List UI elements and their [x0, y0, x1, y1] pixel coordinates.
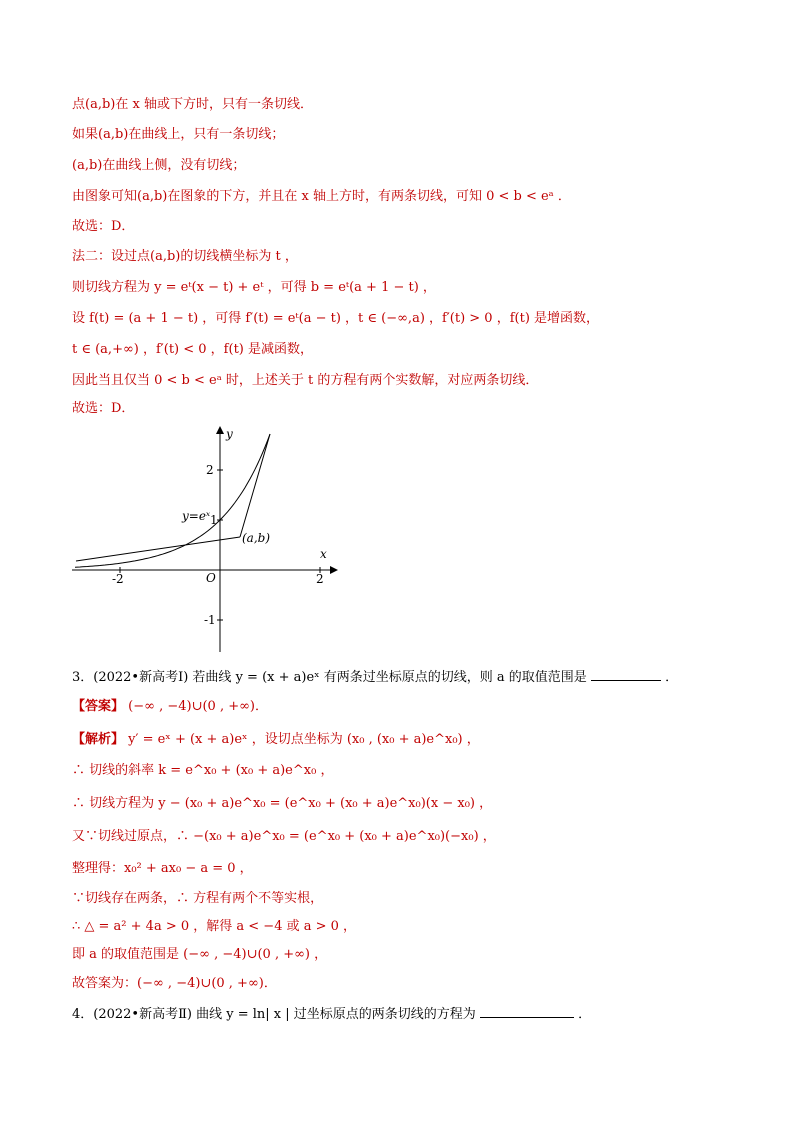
text-line: 法二：设过点(a,b)的切线横坐标为 t ， [72, 249, 298, 264]
y-tick-label: 2 [206, 463, 214, 477]
text-line: (a,b)在曲线上侧，没有切线； [72, 158, 246, 173]
text-line: 因此当且仅当 0 < b < eᵃ 时，上述关于 t 的方程有两个实数解，对应两条切线． [72, 373, 539, 388]
x-tick-label: -2 [112, 572, 124, 586]
text-line: 则切线方程为 y = eᵗ(x − t) + eᵗ ，可得 b = eᵗ(a + 1 − t) ， [72, 280, 436, 295]
point-label: (a,b) [242, 531, 271, 545]
text-line: 故答案为：(−∞ , −4)∪(0 , +∞)． [72, 976, 277, 991]
y-axis-label: y [226, 427, 233, 441]
y-tick-label: -1 [204, 613, 216, 627]
question-3-stem: 3．(2022•新高考Ⅰ) 若曲线 y = (x + a)eˣ 有两条过坐标原点的切线，则 a 的取值范围是 ． [72, 670, 679, 685]
text-line: t ∈ (a,+∞) ，f′(t) < 0 ，f(t) 是减函数， [72, 342, 313, 357]
tangent-line-1 [76, 537, 240, 561]
text-line: 如果(a,b)在曲线上，只有一条切线； [72, 127, 285, 142]
y-axis-arrow-icon [216, 426, 224, 434]
text-line: ∵切线存在两条，∴ 方程有两个不等实根， [72, 891, 324, 906]
x-tick-label: 2 [316, 572, 324, 586]
exponential-graph [72, 420, 342, 660]
text-line: 又∵切线过原点，∴ −(x₀ + a)e^x₀ = (e^x₀ + (x₀ + a)e^x₀)(−x₀) ， [72, 829, 496, 844]
text-line: 点(a,b)在 x 轴或下方时，只有一条切线． [72, 97, 313, 112]
text-line: ∴ 切线方程为 y − (x₀ + a)e^x₀ = (e^x₀ + (x₀ + a)e^x₀)(x − x₀) ， [72, 796, 493, 811]
origin-label: O [206, 571, 216, 585]
text-line: 故选：D． [72, 219, 135, 234]
text-line: 设 f(t) = (a + 1 − t) ，可得 f′(t) = eᵗ(a − t) ，t ∈ (−∞,a) ，f′(t) > 0 ，f(t) 是增函数， [72, 311, 600, 326]
text-line: 故选：D． [72, 401, 135, 416]
x-axis-label: x [320, 547, 327, 561]
question-4-stem: 4．(2022•新高考Ⅱ) 曲线 y = ln| x | 过坐标原点的两条切线的方程为 ． [72, 1007, 592, 1022]
tangent-line-2 [240, 434, 270, 537]
answer-blank [480, 1005, 574, 1018]
text-line: 由图象可知(a,b)在图象的下方，并且在 x 轴上方时，有两条切线，可知 0 < b < eᵃ ． [72, 189, 571, 204]
x-axis-arrow-icon [330, 566, 338, 574]
text-line: ∴ 切线的斜率 k = e^x₀ + (x₀ + a)e^x₀ ， [72, 763, 334, 778]
text-line: 整理得：x₀² + ax₀ − a = 0 ， [72, 861, 253, 876]
answer-blank [591, 668, 661, 681]
curve-label: y=eˣ [182, 509, 211, 523]
answer-line: 【答案】 (−∞ , −4)∪(0 , +∞)． [72, 699, 269, 714]
analysis-line: 【解析】 y′ = eˣ + (x + a)eˣ ，设切点坐标为 (x₀ , (x₀ + a)e^x₀) ， [72, 732, 480, 747]
y-tick-label: 1 [210, 513, 218, 527]
text-line: 即 a 的取值范围是 (−∞ , −4)∪(0 , +∞) ， [72, 947, 328, 962]
text-line: ∴ △ = a² + 4a > 0 ，解得 a < −4 或 a > 0 ， [72, 919, 357, 934]
